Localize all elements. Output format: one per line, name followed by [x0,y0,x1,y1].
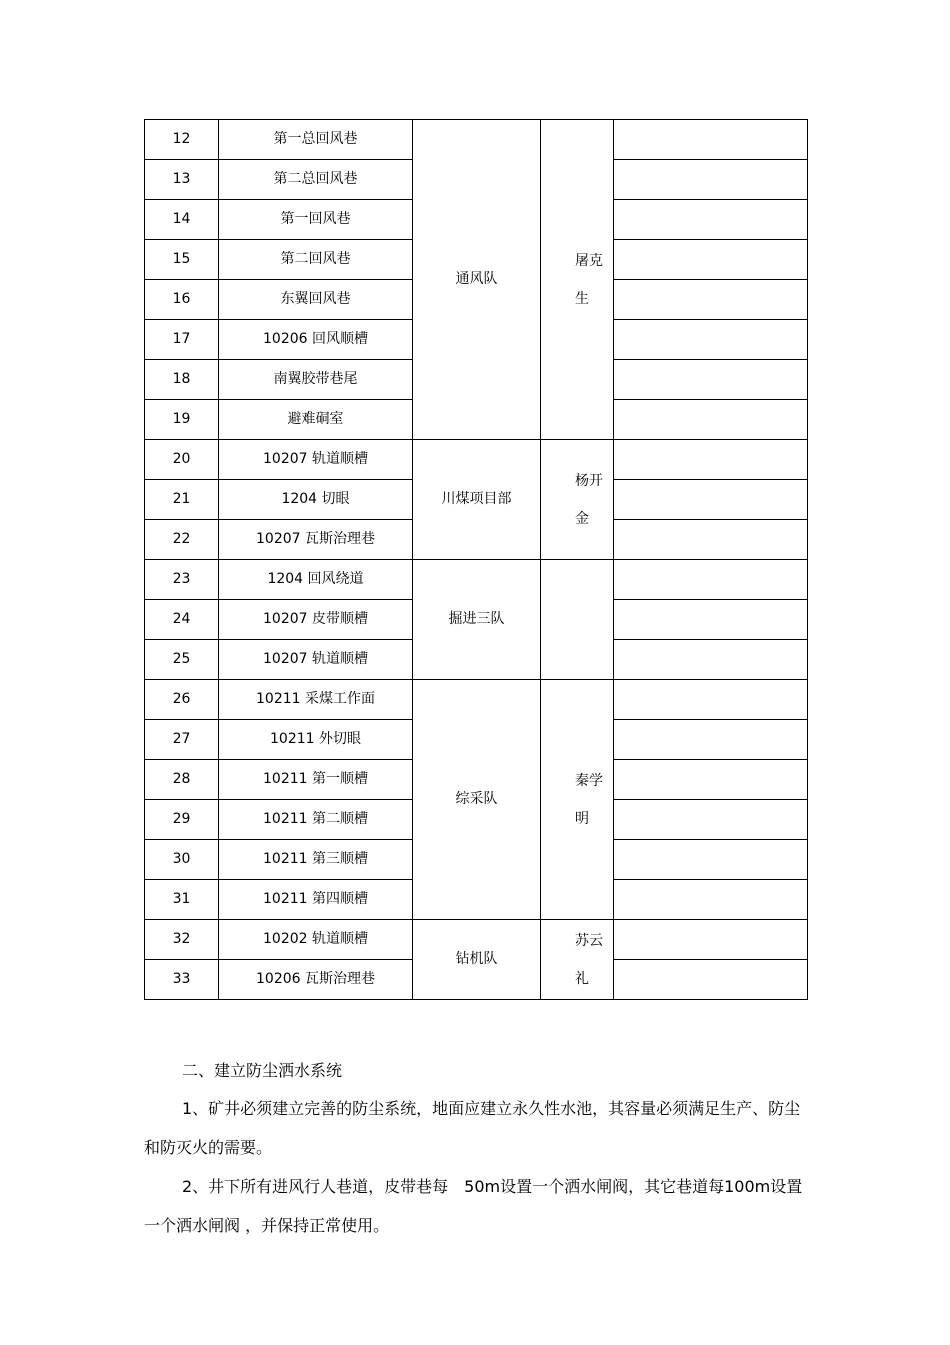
section-heading: 二、建立防尘洒水系统 [182,1061,343,1080]
team-cell: 综采队 [413,680,541,920]
assignment-table [144,119,808,1000]
leader-cell: 苏云礼 [541,920,614,1000]
team-cell: 钻机队 [413,920,541,1000]
location-cell: 10207 瓦斯治理巷 [219,520,413,560]
remark-cell [614,560,808,600]
row-number: 30 [145,840,219,880]
team-cell: 川煤项目部 [413,440,541,560]
location-cell: 避难硐室 [219,400,413,440]
location-cell: 1204 回风绕道 [219,560,413,600]
location-cell: 第一总回风巷 [219,120,413,160]
row-number: 27 [145,720,219,760]
paragraph-1: 1、矿井必须建立完善的防尘系统，地面应建立永久性水池，其容量必须满足生产、防尘和防灭火的需要。 [144,1099,801,1157]
location-cell: 10206 瓦斯治理巷 [219,960,413,1000]
location-cell: 10211 第一顺槽 [219,760,413,800]
row-number: 29 [145,800,219,840]
row-number: 22 [145,520,219,560]
row-number: 21 [145,480,219,520]
location-cell: 第二回风巷 [219,240,413,280]
leader-cell: 秦学明 [541,680,614,920]
remark-cell [614,240,808,280]
row-number: 15 [145,240,219,280]
location-cell: 10207 轨道顺槽 [219,440,413,480]
remark-cell [614,120,808,160]
row-number: 19 [145,400,219,440]
remark-cell [614,840,808,880]
remark-cell [614,880,808,920]
row-number: 14 [145,200,219,240]
table-row [145,680,808,720]
location-cell: 第一回风巷 [219,200,413,240]
team-cell: 通风队 [413,120,541,440]
table-row [145,560,808,600]
remark-cell [614,360,808,400]
location-cell: 10211 第四顺槽 [219,880,413,920]
remark-cell [614,440,808,480]
location-cell: 10207 皮带顺槽 [219,600,413,640]
leader-cell: 杨开金 [541,440,614,560]
remark-cell [614,280,808,320]
remark-cell [614,480,808,520]
remark-cell [614,720,808,760]
remark-cell [614,320,808,360]
row-number: 33 [145,960,219,1000]
leader-cell: 屠克生 [541,120,614,440]
row-number: 25 [145,640,219,680]
location-cell: 东翼回风巷 [219,280,413,320]
remark-cell [614,520,808,560]
remark-cell [614,680,808,720]
location-cell: 南翼胶带巷尾 [219,360,413,400]
table-row [145,440,808,480]
row-number: 24 [145,600,219,640]
remark-cell [614,600,808,640]
row-number: 13 [145,160,219,200]
row-number: 23 [145,560,219,600]
row-number: 26 [145,680,219,720]
remark-cell [614,960,808,1000]
location-cell: 10202 轨道顺槽 [219,920,413,960]
location-cell: 10211 采煤工作面 [219,680,413,720]
table-row [145,120,808,160]
row-number: 16 [145,280,219,320]
location-cell: 10211 第三顺槽 [219,840,413,880]
remark-cell [614,640,808,680]
remark-cell [614,160,808,200]
location-cell: 第二总回风巷 [219,160,413,200]
remark-cell [614,800,808,840]
remark-cell [614,200,808,240]
location-cell: 10211 第二顺槽 [219,800,413,840]
location-cell: 10207 轨道顺槽 [219,640,413,680]
location-cell: 1204 切眼 [219,480,413,520]
remark-cell [614,920,808,960]
team-cell: 掘进三队 [413,560,541,680]
row-number: 28 [145,760,219,800]
remark-cell [614,760,808,800]
row-number: 20 [145,440,219,480]
row-number: 12 [145,120,219,160]
remark-cell [614,400,808,440]
paragraph-2: 2、井下所有进风行人巷道，皮带巷每 50m设置一个洒水闸阀，其它巷道每100m设置一个洒水闸阀 ，并保持正常使用。 [144,1177,803,1235]
table-row [145,920,808,960]
row-number: 17 [145,320,219,360]
row-number: 32 [145,920,219,960]
leader-cell [541,560,614,680]
location-cell: 10206 回风顺槽 [219,320,413,360]
row-number: 31 [145,880,219,920]
row-number: 18 [145,360,219,400]
location-cell: 10211 外切眼 [219,720,413,760]
